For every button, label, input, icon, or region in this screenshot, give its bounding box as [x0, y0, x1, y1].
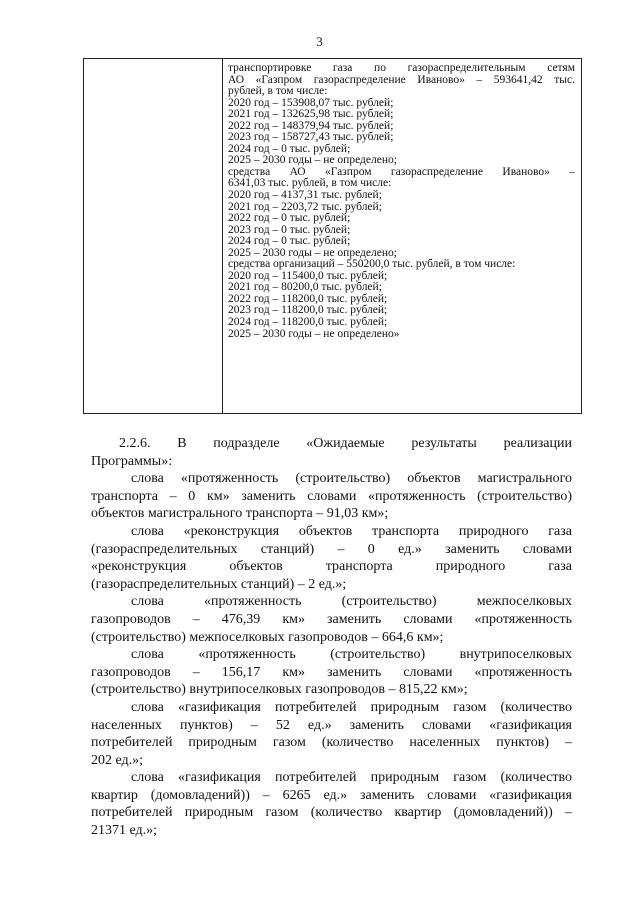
table-right-cell: [223, 59, 581, 413]
table-cell-line: 2024 год – 118200,0 тыс. рублей;: [228, 316, 388, 329]
table-cell-line: 2023 год – 0 тыс. рублей;: [228, 223, 351, 236]
paragraph-line: (газораспределительных станций) – 2 ед.»;: [91, 576, 347, 592]
paragraph-line: «реконструкция объектов транспорта природного газа: [91, 559, 572, 575]
table-cell-line: 2021 год – 2203,72 тыс. рублей;: [228, 200, 382, 213]
amendment-paragraph: [91, 769, 572, 839]
paragraph-line: (строительство) межпоселковых газопроводов – 664,6 км»;: [91, 629, 444, 645]
table-cell-line: средства АО «Газпром газораспределение Иваново» –: [228, 165, 575, 178]
paragraph-line: 21371 ед.»;: [91, 823, 158, 839]
table-cell-line: 2023 год – 118200,0 тыс. рублей;: [228, 304, 388, 317]
table-cell-line: 2021 год – 132625,98 тыс. рублей;: [228, 108, 394, 121]
table-cell-line: 2025 – 2030 годы – не определено»: [228, 327, 400, 340]
paragraph-line: населенных пунктов) – 52 ед.» заменить словами «газификация: [91, 717, 572, 733]
paragraph-line: слова «протяженность (строительство) внутрипоселковых: [131, 647, 572, 663]
paragraph-line: потребителей природным газом (количество квартир (домовладений)) –: [91, 805, 572, 821]
paragraph-line: газопроводов – 156,17 км» заменить словами «протяженность: [91, 664, 572, 680]
table-left-cell: [84, 59, 223, 413]
table-cell-line: 2025 – 2030 годы – не определено;: [228, 246, 397, 259]
table-cell-line: 6341,03 тыс. рублей, в том числе:: [228, 177, 392, 190]
amendment-paragraph: [91, 593, 572, 646]
amendment-paragraph: [91, 699, 572, 769]
paragraph-line: слова «газификация потребителей природным газом (количество: [131, 699, 572, 715]
table-cell-line: 2021 год – 80200,0 тыс. рублей;: [228, 281, 382, 294]
paragraph-line: газопроводов – 476,39 км» заменить словами «протяженность: [91, 611, 572, 627]
page-number: 3: [316, 34, 323, 49]
paragraph-line: слова «газификация потребителей природным газом (количество: [131, 770, 572, 786]
heading-line: Программы»:: [91, 453, 173, 469]
table-cell-line: 2023 год – 158727,43 тыс. рублей;: [228, 131, 394, 144]
table-cell-line: 2022 год – 118200,0 тыс. рублей;: [228, 292, 388, 305]
paragraph-line: 202 ед.»;: [91, 752, 144, 768]
table-cell-line: транспортировке газа по газораспределительным сетям: [228, 62, 575, 74]
amendment-paragraph: [91, 646, 572, 699]
paragraph-line: транспорта – 0 км» заменить словами «протяженность (строительство): [91, 488, 572, 504]
paragraph-line: (газораспределительных станций) – 0 ед.» заменить словами: [91, 541, 572, 557]
table-cell-line: 2022 год – 0 тыс. рублей;: [228, 212, 351, 225]
paragraph-line: потребителей природным газом (количество населенных пунктов) –: [91, 735, 572, 751]
paragraph-line: объектов магистрального транспорта – 91,03 км»;: [91, 506, 389, 522]
paragraph-line: (строительство) внутрипоселковых газопроводов – 815,22 км»;: [91, 682, 468, 698]
paragraph-line: слова «реконструкция объектов транспорта природного газа: [131, 523, 572, 539]
table-cell-line: 2025 – 2030 годы – не определено;: [228, 154, 397, 167]
table-cell-line: 2024 год – 0 тыс. рублей;: [228, 235, 351, 248]
paragraph-line: слова «протяженность (строительство) объектов магистрального: [131, 471, 572, 487]
table-cell-line: 2024 год – 0 тыс. рублей;: [228, 142, 351, 155]
table-cell-line: рублей, в том числе:: [228, 85, 328, 98]
table-cell-line: 2022 год – 148379,94 тыс. рублей;: [228, 119, 394, 132]
amendment-paragraph: [91, 470, 572, 523]
financing-table: [83, 58, 582, 414]
heading-line: 2.2.6. В подразделе «Ожидаемые результаты реализации: [119, 436, 572, 451]
table-cell-line: 2020 год – 4137,31 тыс. рублей;: [228, 189, 382, 202]
paragraph-line: квартир (домовладений)) – 6265 ед.» заменить словами «газификация: [91, 787, 572, 803]
amendment-paragraph: [91, 523, 572, 593]
table-cell-line: АО «Газпром газораспределение Иваново» – 593641,42 тыс.: [228, 73, 575, 86]
table-cell-line: 2020 год – 153908,07 тыс. рублей;: [228, 96, 394, 109]
section-heading-paragraph: [91, 435, 572, 470]
table-cell-line: 2020 год – 115400,0 тыс. рублей;: [228, 269, 388, 282]
table-cell-line: средства организаций – 550200,0 тыс. рублей, в том числе:: [228, 258, 516, 271]
amendment-text: [91, 435, 572, 840]
paragraph-line: слова «протяженность (строительство) межпоселковых: [131, 594, 572, 610]
